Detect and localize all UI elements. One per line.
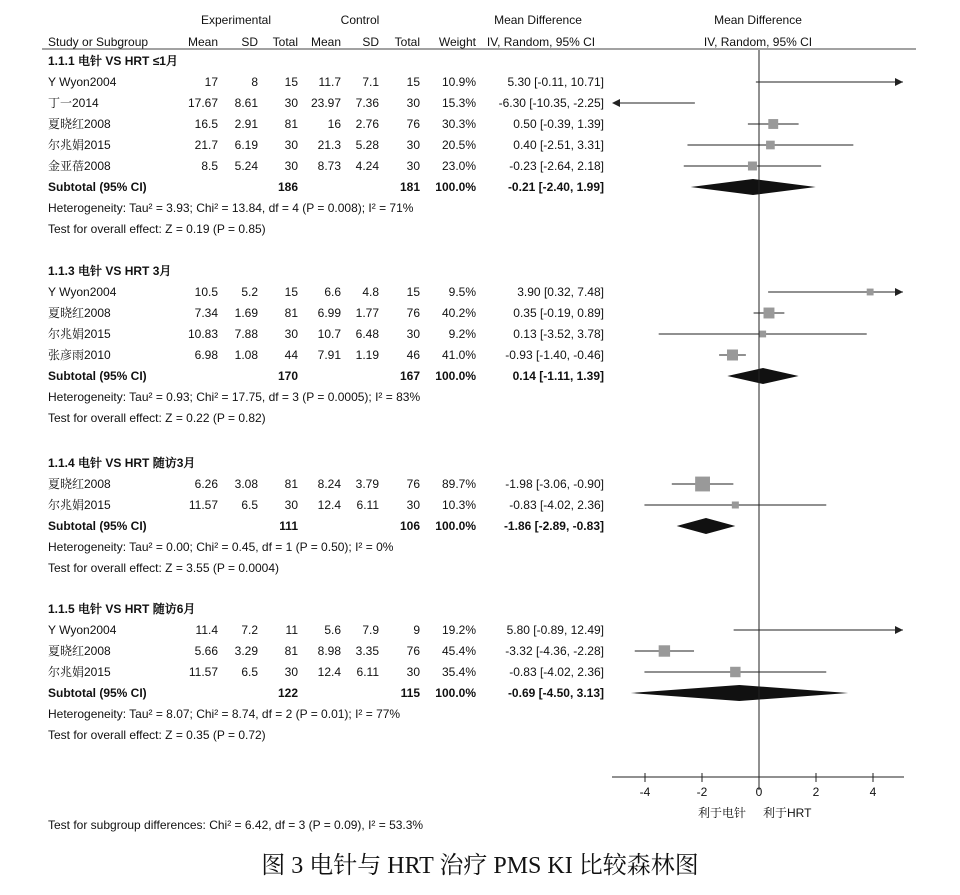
effect-marker <box>759 331 766 338</box>
exp-mean: 11.57 <box>188 498 218 512</box>
study-name: 张彦雨2010 <box>48 348 111 362</box>
exp-sd: 2.91 <box>234 117 258 131</box>
ctrl-sd: 4.8 <box>362 285 379 299</box>
weight: 10.3% <box>441 498 476 512</box>
study-name: Y Wyon2004 <box>48 623 117 637</box>
effect-marker <box>867 289 874 296</box>
exp-mean: 6.98 <box>194 348 218 362</box>
effect-marker <box>766 141 775 150</box>
col-c-total-header: Total <box>394 35 420 49</box>
exp-sd: 1.08 <box>234 348 258 362</box>
ctrl-sd: 1.77 <box>355 306 379 320</box>
study-name: Y Wyon2004 <box>48 285 117 299</box>
exp-total: 81 <box>284 306 298 320</box>
subgroup-differences: Test for subgroup differences: Chi² = 6.42, df = 3 (P = 0.09), I² = 53.3% <box>48 818 424 832</box>
ctrl-sd: 7.9 <box>362 623 379 637</box>
ctrl-total: 9 <box>413 623 420 637</box>
ctrl-sd: 5.28 <box>355 138 379 152</box>
ci-text: -6.30 [-10.35, -2.25] <box>498 96 604 110</box>
exp-sd: 5.24 <box>234 159 258 173</box>
weight: 20.5% <box>441 138 476 152</box>
study-name: 夏晓红2008 <box>48 306 111 320</box>
exp-mean: 7.34 <box>194 306 218 320</box>
study-name: 尔兆娟2015 <box>48 498 111 512</box>
exp-mean: 11.57 <box>188 665 218 679</box>
exp-mean: 17.67 <box>187 96 218 110</box>
subtotal-diamond <box>691 179 816 195</box>
weight: 40.2% <box>441 306 476 320</box>
ci-text: -3.32 [-4.36, -2.28] <box>505 644 604 658</box>
ctrl-mean: 8.98 <box>317 644 341 658</box>
col-c-mean-header: Mean <box>310 35 341 49</box>
col-ci-plot-header: IV, Random, 95% CI <box>703 35 813 49</box>
exp-total: 30 <box>284 159 298 173</box>
ci-text: -1.98 [-3.06, -0.90] <box>505 477 604 491</box>
ci-text: 3.90 [0.32, 7.48] <box>517 285 604 299</box>
exp-sd: 6.5 <box>241 665 258 679</box>
subtotal-exp-total: 122 <box>277 686 298 700</box>
exp-total: 30 <box>284 327 298 341</box>
subtotal-ci-text: 0.14 [-1.11, 1.39] <box>512 369 604 383</box>
subtotal-exp-total: 186 <box>277 180 298 194</box>
subtotal-label: Subtotal (95% CI) <box>48 686 147 700</box>
col-study-header: Study or Subgroup <box>48 35 149 49</box>
axis-right-label: 利于HRT <box>763 806 812 820</box>
effect-marker <box>768 119 778 129</box>
col-e-mean-header: Mean <box>187 35 218 49</box>
ctrl-sd: 7.36 <box>355 96 379 110</box>
col-ci-header: IV, Random, 95% CI <box>486 35 596 49</box>
ctrl-mean: 21.3 <box>317 138 341 152</box>
effect-marker <box>730 667 740 677</box>
weight: 35.4% <box>441 665 476 679</box>
effect-marker <box>764 308 775 319</box>
effect-marker <box>659 645 670 656</box>
ctrl-total: 30 <box>406 159 420 173</box>
ci-text: -0.93 [-1.40, -0.46] <box>505 348 604 362</box>
ctrl-total: 15 <box>406 75 420 89</box>
exp-mean: 11.4 <box>195 623 218 637</box>
ci-text: 0.40 [-2.51, 3.31] <box>513 138 604 152</box>
heterogeneity-text: Heterogeneity: Tau² = 8.07; Chi² = 8.74, df = 2 (P = 0.01); I² = 77% <box>48 707 401 721</box>
ctrl-total: 15 <box>406 285 420 299</box>
md-plot-header: Mean Difference <box>714 13 802 27</box>
ctrl-total: 76 <box>406 477 420 491</box>
ci-arrow-left <box>612 99 620 107</box>
study-name: Y Wyon2004 <box>48 75 117 89</box>
ctrl-total: 30 <box>406 138 420 152</box>
subtotal-label: Subtotal (95% CI) <box>48 369 147 383</box>
exp-sd: 8 <box>251 75 258 89</box>
ctrl-total: 30 <box>406 96 420 110</box>
overall-effect-text: Test for overall effect: Z = 0.22 (P = 0.82) <box>48 411 266 425</box>
exp-total: 30 <box>284 96 298 110</box>
ci-text: 0.50 [-0.39, 1.39] <box>513 117 604 131</box>
ctrl-sd: 7.1 <box>362 75 379 89</box>
exp-mean: 17 <box>204 75 218 89</box>
subtotal-label: Subtotal (95% CI) <box>48 180 147 194</box>
exp-mean: 10.83 <box>187 327 218 341</box>
exp-mean: 21.7 <box>194 138 218 152</box>
subtotal-weight: 100.0% <box>435 369 476 383</box>
x-tick-label: -4 <box>639 785 651 799</box>
subtotal-diamond <box>677 518 736 534</box>
subtotal-ctrl-total: 167 <box>399 369 420 383</box>
exp-total: 30 <box>284 665 298 679</box>
study-name: 夏晓红2008 <box>48 644 111 658</box>
ci-arrow-right <box>895 626 903 634</box>
ctrl-mean: 16 <box>327 117 341 131</box>
exp-total: 15 <box>284 285 298 299</box>
ctrl-total: 76 <box>406 306 420 320</box>
weight: 45.4% <box>441 644 476 658</box>
overall-effect-text: Test for overall effect: Z = 0.19 (P = 0.85) <box>48 222 266 236</box>
subtotal-diamond <box>727 368 798 384</box>
exp-mean: 10.5 <box>194 285 218 299</box>
ctrl-sd: 6.11 <box>356 498 379 512</box>
ctrl-total: 30 <box>406 665 420 679</box>
weight: 9.2% <box>448 327 476 341</box>
effect-marker <box>695 477 710 492</box>
exp-total: 81 <box>284 477 298 491</box>
ci-text: 0.35 [-0.19, 0.89] <box>513 306 604 320</box>
heterogeneity-text: Heterogeneity: Tau² = 0.93; Chi² = 17.75, df = 3 (P = 0.0005); I² = 83% <box>48 390 421 404</box>
exp-sd: 7.2 <box>241 623 258 637</box>
col-weight-header: Weight <box>438 35 476 49</box>
experimental-header: Experimental <box>200 13 272 27</box>
ctrl-mean: 7.91 <box>317 348 341 362</box>
ctrl-mean: 10.7 <box>317 327 341 341</box>
exp-mean: 16.5 <box>194 117 218 131</box>
subtotal-weight: 100.0% <box>435 519 476 533</box>
exp-sd: 7.88 <box>234 327 258 341</box>
subgroup-title: 1.1.1 电针 VS HRT ≤1月 <box>48 54 178 68</box>
exp-total: 81 <box>284 117 298 131</box>
weight: 30.3% <box>441 117 476 131</box>
weight: 15.3% <box>441 96 476 110</box>
study-name: 夏晓红2008 <box>48 477 111 491</box>
weight: 23.0% <box>441 159 476 173</box>
overall-effect-text: Test for overall effect: Z = 3.55 (P = 0.0004) <box>48 561 280 575</box>
x-tick-label: 2 <box>812 785 820 799</box>
effect-marker <box>727 349 738 360</box>
ci-arrow-right <box>895 288 903 296</box>
ctrl-mean: 23.97 <box>310 96 341 110</box>
subtotal-ci-text: -0.21 [-2.40, 1.99] <box>507 180 604 194</box>
ctrl-mean: 8.24 <box>317 477 341 491</box>
exp-total: 30 <box>284 498 298 512</box>
x-tick-label: 4 <box>869 785 877 799</box>
heterogeneity-text: Heterogeneity: Tau² = 0.00; Chi² = 0.45, df = 1 (P = 0.50); I² = 0% <box>48 540 394 554</box>
ctrl-mean: 6.99 <box>317 306 341 320</box>
exp-sd: 1.69 <box>234 306 258 320</box>
study-name: 丁一2014 <box>48 96 99 110</box>
subtotal-ctrl-total: 115 <box>400 686 420 700</box>
subtotal-weight: 100.0% <box>435 180 476 194</box>
md-group-header: Mean Difference <box>494 13 582 27</box>
exp-sd: 3.08 <box>234 477 258 491</box>
study-name: 金亚蓓2008 <box>48 159 111 173</box>
ctrl-mean: 5.6 <box>324 623 341 637</box>
axis-left-label: 利于电针 <box>698 806 747 820</box>
subtotal-exp-total: 111 <box>279 519 298 533</box>
ctrl-sd: 4.24 <box>355 159 379 173</box>
ctrl-total: 30 <box>406 327 420 341</box>
subgroup-title: 1.1.3 电针 VS HRT 3月 <box>48 264 172 278</box>
subtotal-exp-total: 170 <box>277 369 298 383</box>
ci-text: 0.13 [-3.52, 3.78] <box>513 327 604 341</box>
exp-sd: 6.19 <box>234 138 258 152</box>
exp-total: 30 <box>284 138 298 152</box>
exp-total: 44 <box>284 348 298 362</box>
heterogeneity-text: Heterogeneity: Tau² = 3.93; Chi² = 13.84, df = 4 (P = 0.008); I² = 71% <box>48 201 414 215</box>
subgroup-title: 1.1.4 电针 VS HRT 随访3月 <box>48 456 196 470</box>
ci-text: 5.80 [-0.89, 12.49] <box>506 623 604 637</box>
effect-marker <box>748 162 757 171</box>
figure-caption: 图 3 电针与 HRT 治疗 PMS KI 比较森林图 <box>261 853 699 879</box>
ctrl-sd: 6.48 <box>355 327 379 341</box>
exp-total: 81 <box>284 644 298 658</box>
ctrl-total: 76 <box>406 644 420 658</box>
ci-text: -0.23 [-2.64, 2.18] <box>509 159 604 173</box>
subgroup-title: 1.1.5 电针 VS HRT 随访6月 <box>48 602 196 616</box>
effect-marker <box>732 501 739 508</box>
exp-total: 11 <box>285 623 298 637</box>
subtotal-diamond <box>631 685 848 701</box>
ci-arrow-right <box>895 78 903 86</box>
exp-sd: 3.29 <box>234 644 258 658</box>
ctrl-sd: 1.19 <box>355 348 379 362</box>
weight: 41.0% <box>441 348 476 362</box>
ci-text: -0.83 [-4.02, 2.36] <box>509 498 604 512</box>
col-e-total-header: Total <box>272 35 298 49</box>
weight: 19.2% <box>441 623 476 637</box>
ctrl-total: 30 <box>406 498 420 512</box>
weight: 10.9% <box>441 75 476 89</box>
subtotal-ctrl-total: 106 <box>399 519 420 533</box>
study-name: 尔兆娟2015 <box>48 665 111 679</box>
ctrl-sd: 2.76 <box>355 117 379 131</box>
control-header: Control <box>340 13 380 27</box>
subtotal-weight: 100.0% <box>435 686 476 700</box>
study-name: 尔兆娟2015 <box>48 138 111 152</box>
exp-mean: 6.26 <box>194 477 218 491</box>
ctrl-sd: 3.79 <box>355 477 379 491</box>
exp-mean: 5.66 <box>194 644 218 658</box>
subtotal-label: Subtotal (95% CI) <box>48 519 147 533</box>
weight: 9.5% <box>448 285 476 299</box>
ctrl-mean: 12.4 <box>317 498 341 512</box>
exp-sd: 6.5 <box>241 498 258 512</box>
exp-mean: 8.5 <box>201 159 218 173</box>
ctrl-mean: 6.6 <box>324 285 341 299</box>
x-tick-label: 0 <box>755 785 763 799</box>
study-name: 夏晓红2008 <box>48 117 111 131</box>
col-e-sd-header: SD <box>241 35 258 49</box>
ctrl-mean: 11.7 <box>318 75 341 89</box>
col-c-sd-header: SD <box>362 35 379 49</box>
ctrl-total: 46 <box>406 348 420 362</box>
exp-total: 15 <box>284 75 298 89</box>
ctrl-mean: 8.73 <box>317 159 341 173</box>
ctrl-total: 76 <box>406 117 420 131</box>
overall-effect-text: Test for overall effect: Z = 0.35 (P = 0.72) <box>48 728 266 742</box>
study-name: 尔兆娟2015 <box>48 327 111 341</box>
subtotal-ci-text: -0.69 [-4.50, 3.13] <box>507 686 604 700</box>
ctrl-mean: 12.4 <box>317 665 341 679</box>
subtotal-ctrl-total: 181 <box>399 180 420 194</box>
exp-sd: 5.2 <box>241 285 258 299</box>
exp-sd: 8.61 <box>234 96 258 110</box>
weight: 89.7% <box>441 477 476 491</box>
ctrl-sd: 6.11 <box>356 665 379 679</box>
ci-text: -0.83 [-4.02, 2.36] <box>509 665 604 679</box>
ctrl-sd: 3.35 <box>355 644 379 658</box>
x-tick-label: -2 <box>696 785 708 799</box>
subtotal-ci-text: -1.86 [-2.89, -0.83] <box>503 519 604 533</box>
ci-text: 5.30 [-0.11, 10.71] <box>507 75 604 89</box>
